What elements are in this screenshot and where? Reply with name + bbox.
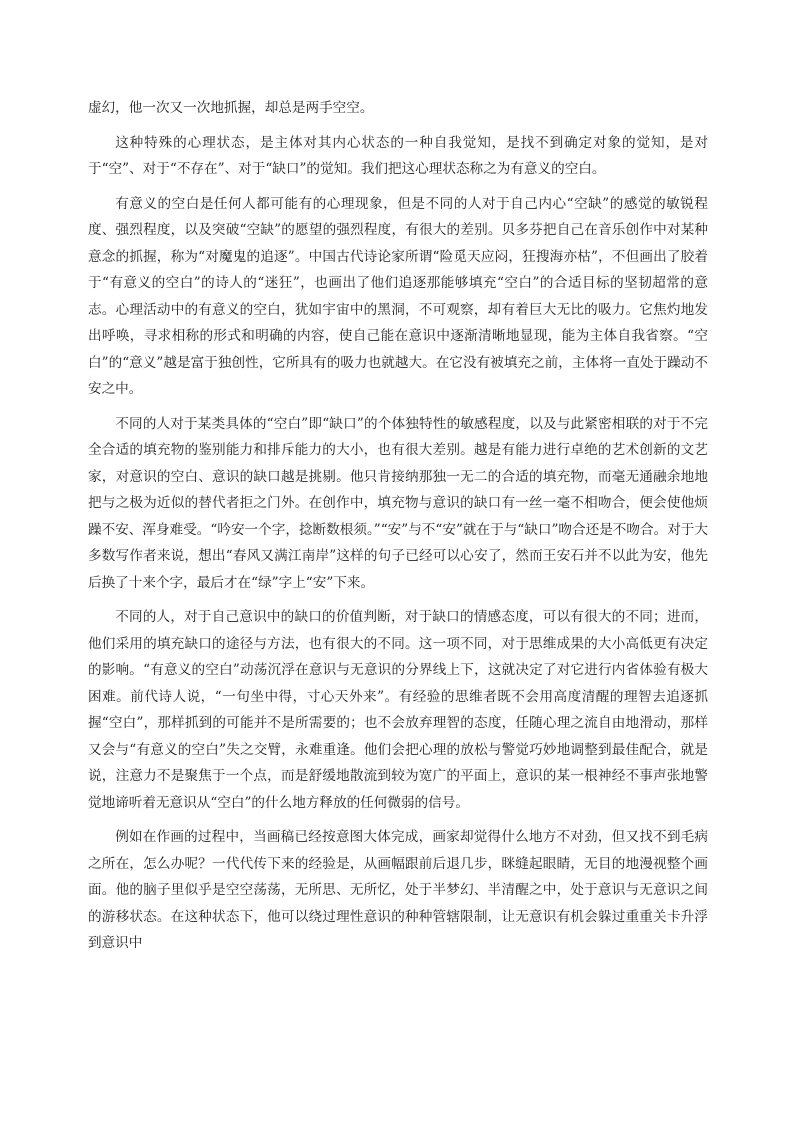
paragraph: 不同的人，对于自己意识中的缺口的价值判断，对于缺口的情感态度，可以有很大的不同；进而，他们采用的填充缺口的途径与方法，也有很大的不同。这一项不同，对于思维成果的大小高低更有决定的影响。“有意义的空白”动荡沉浮在意识与无意识的分界线上下，这就决定了对它进行内省体验有极大困难。前代诗人说，“一句坐中得，寸心天外来”。有经验的思维者既不会用高度清醒的理智去追逐抓握“空白”，那样抓到的可能并不是所需要的；也不会放弃理智的态度，任随心理之流自由地滑动，那样又会与“有意义的空白”失之交臂，永难重逢。他们会把心理的放松与警觉巧妙地调整到最佳配合，就是说，注意力不是聚焦于一个点，而是舒缓地散流到较为宽广的平面上，意识的某一根神经不事声张地警觉地谛听着无意识从“空白”的什么地方释放的任何微弱的信号。 (88, 609, 708, 811)
paragraph-continued: 虚幻，他一次又一次地抓握，却总是两手空空。 (88, 100, 374, 116)
document-page (88, 95, 708, 965)
paragraph: 这种特殊的心理状态，是主体对其内心状态的一种自我觉知，是找不到确定对象的觉知，是对于“空”、对于“不存在”、对于“缺口”的觉知。我们把这心理状态称之为有意义的空白。 (88, 134, 708, 177)
paragraph: 不同的人对于某类具体的“空白”即“缺口”的个体独特性的敏感程度，以及与此紧密相联的对于不完全合适的填充物的鉴别能力和排斥能力的大小，也有很大差别。越是有能力进行卓绝的艺术创新的文艺家，对意识的空白、意识的缺口越是挑剔。他只肯接纳那独一无二的合适的填充物，而毫无通融余地地把与之极为近似的替代者拒之门外。在创作中，填充物与意识的缺口有一丝一毫不相吻合，便会使他烦躁不安、浑身难受。“吟安一个字，捻断数根须。”“安”与不“安”就在于与“缺口”吻合还是不吻合。对于大多数写作者来说，想出“春风又满江南岸”这样的句子已经可以心安了，然而王安石并不以此为安，他先后换了十来个字，最后才在“绿”字上“安”下来。 (88, 415, 708, 591)
paragraph: 有意义的空白是任何人都可能有的心理现象，但是不同的人对于自己内心“空缺”的感觉的敏锐程度、强烈程度，以及突破“空缺”的愿望的强烈程度，有很大的差别。贝多芬把自己在音乐创作中对某种意念的抓握，称为“对魔鬼的追逐”。中国古代诗论家所谓“险觅天应闷，狂搜海亦枯”，不但画出了胶着于“有意义的空白”的诗人的“迷狂”，也画出了他们追逐那能够填充“空白”的合适目标的坚韧超常的意志。心理活动中的有意义的空白，犹如宇宙中的黑洞，不可观察，却有着巨大无比的吸力。它焦灼地发出呼唤，寻求相称的形式和明确的内容，使自己能在意识中逐渐清晰地显现，能为主体自我省察。“空白”的“意义”越是富于独创性，它所具有的吸力也就越大。在它没有被填充之前，主体将一直处于躁动不安之中。 (88, 195, 708, 397)
paragraph: 例如在作画的过程中，当画稿已经按意图大体完成，画家却觉得什么地方不对劲，但又找不到毛病之所在，怎么办呢？一代代传下来的经验是，从画幅跟前后退几步，眯缝起眼睛，无目的地漫视整个画面。他的脑子里似乎是空空荡荡，无所思、无所忆，处于半梦幻、半清醒之中，处于意识与无意识之间的游移状态。在这种状态下，他可以绕过理性意识的种种管辖限制，让无意识有机会躲过重重关卡升浮到意识中 (88, 829, 708, 951)
